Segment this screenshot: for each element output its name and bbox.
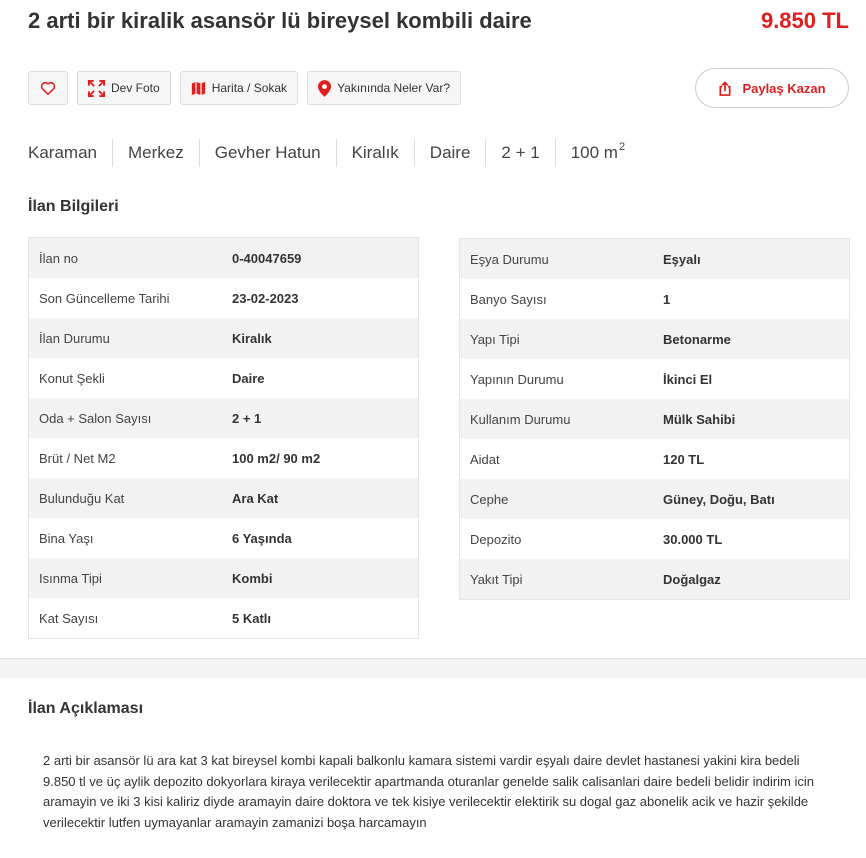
section-divider: [0, 658, 866, 678]
info-row: [29, 438, 418, 478]
map-button[interactable]: [180, 71, 298, 105]
info-key: İlan Durumu: [39, 330, 110, 346]
info-value: 0-40047659: [232, 250, 302, 266]
info-row: [29, 278, 418, 318]
info-row: [29, 318, 418, 358]
info-row: [460, 359, 849, 399]
info-key: Cephe: [470, 491, 509, 507]
info-key: Bulunduğu Kat: [39, 490, 125, 506]
breadcrumb-neighborhood: Gevher Hatun: [199, 139, 336, 167]
info-value: 120 TL: [663, 451, 705, 467]
breadcrumb-listing-type: Kiralık: [336, 139, 414, 167]
breadcrumb-district: Merkez: [112, 139, 199, 167]
info-key: Konut Şekli: [39, 370, 105, 386]
description-section-title: İlan Açıklaması: [28, 700, 144, 717]
info-value: Mülk Sahibi: [663, 411, 736, 427]
breadcrumb-property-type: Daire: [414, 139, 486, 167]
info-row: [29, 238, 418, 278]
info-value: 2 + 1: [232, 410, 262, 426]
info-value: Güney, Doğu, Batı: [663, 491, 775, 507]
info-key: Yapı Tipi: [470, 331, 520, 347]
share-icon: [718, 81, 732, 96]
info-row: [29, 598, 418, 638]
info-key: Kat Sayısı: [39, 610, 99, 626]
info-value: Daire: [232, 370, 265, 386]
map-label: Harita / Sokak: [211, 81, 288, 95]
info-key: Isınma Tipi: [39, 570, 102, 586]
info-value: Betonarme: [663, 331, 731, 347]
info-row: [460, 479, 849, 519]
info-key: Kullanım Durumu: [470, 411, 571, 427]
info-key: Oda + Salon Sayısı: [39, 410, 152, 426]
info-key: İlan no: [39, 250, 79, 266]
share-label: Paylaş Kazan: [742, 80, 826, 96]
info-key: Yakıt Tipi: [470, 571, 523, 587]
breadcrumb-rooms: 2 + 1: [485, 139, 554, 167]
action-bar: [28, 71, 461, 105]
info-key: Eşya Durumu: [470, 251, 549, 267]
info-row: [29, 478, 418, 518]
info-value: 5 Katlı: [232, 610, 272, 626]
info-row: [29, 358, 418, 398]
info-row: [460, 559, 849, 599]
info-value: İkinci El: [663, 371, 713, 387]
info-row: [460, 279, 849, 319]
big-photo-label: Dev Foto: [111, 81, 160, 95]
info-table-left: [28, 237, 419, 639]
nearby-button[interactable]: [307, 71, 461, 105]
info-row: [460, 319, 849, 359]
info-value: 1: [663, 291, 671, 307]
share-button[interactable]: [695, 68, 849, 108]
info-section-title: İlan Bilgileri: [28, 198, 119, 215]
info-value: 6 Yaşında: [232, 530, 292, 546]
info-value: Eşyalı: [663, 251, 701, 267]
info-key: Brüt / Net M2: [39, 450, 116, 466]
info-value: 100 m2/ 90 m2: [232, 450, 321, 466]
location-pin-icon: [318, 80, 331, 97]
info-value: 23-02-2023: [232, 290, 299, 306]
info-row: [460, 239, 849, 279]
info-key: Son Güncelleme Tarihi: [39, 290, 170, 306]
info-key: Banyo Sayısı: [470, 291, 547, 307]
info-key: Depozito: [470, 531, 522, 547]
info-row: [29, 398, 418, 438]
info-value: 30.000 TL: [663, 531, 723, 547]
info-table-right: [459, 238, 850, 600]
info-key: Yapının Durumu: [470, 371, 564, 387]
heart-icon: [40, 81, 56, 95]
info-value: Kiralık: [232, 330, 272, 346]
listing-title: 2 arti bir kiralik asansör lü bireysel kombili daire: [28, 8, 532, 33]
location-breadcrumb: [28, 139, 640, 167]
info-row: [460, 519, 849, 559]
map-icon: [191, 81, 206, 96]
breadcrumb-city: Karaman: [28, 143, 97, 162]
expand-icon: [88, 80, 105, 97]
area-value: 100 m: [570, 143, 618, 162]
info-key: Aidat: [470, 451, 500, 467]
nearby-label: Yakınında Neler Var?: [337, 81, 451, 95]
info-key: Bina Yaşı: [39, 530, 94, 546]
breadcrumb-area: [555, 139, 640, 167]
info-row: [460, 399, 849, 439]
listing-price: 9.850 TL: [760, 8, 849, 33]
info-row: [29, 518, 418, 558]
area-unit-superscript: 2: [618, 141, 626, 153]
info-row: [29, 558, 418, 598]
favorite-button[interactable]: [28, 71, 68, 105]
big-photo-button[interactable]: [77, 71, 171, 105]
listing-description: 2 arti bir asansör lü ara kat 3 kat bireysel kombi kapali balkonlu kamara sistemi vardir eşyalı daire devlet hastanesi yakini kira bedeli 9.850 tl ve üç aylik depozito dokyorlara kiraya verilecektir apartmanda oturanlar genelde salik calisanlari daire bedeli belidir indirim icin aramayin ve iki 3 kisi kaliriz diyde aramayin daire doktora ve tek kisiye verilecektir elektirik su dogal gaz abonelik acik ve hazir şekilde verilecektir lutfen uymayanlar aramayin zamanizi boşa harcamayın: [43, 753, 814, 830]
info-value: Doğalgaz: [663, 571, 721, 587]
info-row: [460, 439, 849, 479]
info-value: Ara Kat: [232, 490, 279, 506]
info-value: Kombi: [232, 570, 273, 586]
